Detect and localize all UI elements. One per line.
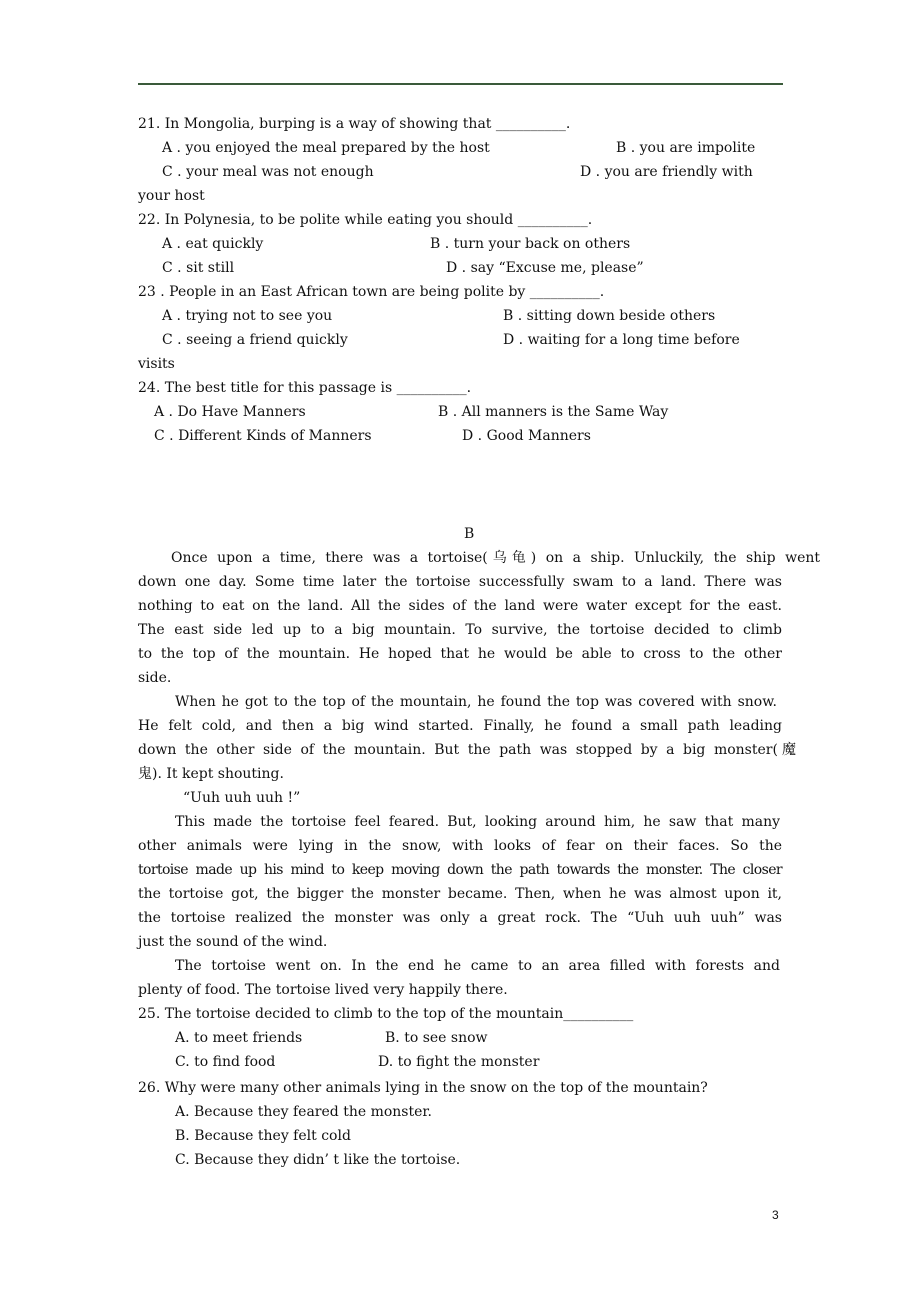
- q23-option-b: B . sitting down beside others: [503, 308, 716, 324]
- q26-option-b: B. Because they felt cold: [175, 1128, 351, 1144]
- q25-stem: 25. The tortoise decided to climb to the top of the mountain__________: [138, 1006, 634, 1022]
- q24-option-c: C . Different Kinds of Manners: [154, 428, 372, 444]
- q23-option-d: D . waiting for a long time before: [503, 332, 740, 348]
- q23-stem: 23 . People in an East African town are being polite by __________.: [138, 284, 605, 300]
- q25-option-b: B. to see snow: [385, 1030, 488, 1046]
- q22-option-d: D . say “Excuse me, please”: [446, 260, 644, 276]
- passage-line: the tortoise realized the monster was only a great rock. The “Uuh uuh uuh” was: [138, 910, 782, 926]
- q22-option-c: C . sit still: [162, 260, 235, 276]
- passage-line: down the other side of the mountain. But the path was stopped by a big monster(魔: [138, 742, 796, 758]
- passage-line: The tortoise went on. In the end he came to an area filled with forests and: [175, 958, 780, 974]
- passage-line: plenty of food. The tortoise lived very happily there.: [138, 982, 508, 998]
- passage-line: Once upon a time, there was a tortoise(乌龟) on a ship. Unluckily, the ship went: [171, 550, 820, 566]
- passage-line: The east side led up to a big mountain. To survive, the tortoise decided to climb: [138, 622, 782, 638]
- q22-option-b: B . turn your back on others: [430, 236, 631, 252]
- q21-option-c: C . your meal was not enough: [162, 164, 374, 180]
- passage-line: just the sound of the wind.: [138, 934, 328, 950]
- q21-option-a: A . you enjoyed the meal prepared by the host: [162, 140, 490, 156]
- passage-line: When he got to the top of the mountain, he found the top was covered with snow.: [175, 694, 777, 710]
- q21-stem: 21. In Mongolia, burping is a way of showing that __________.: [138, 116, 571, 132]
- q21-option-d-cont: your host: [138, 188, 205, 204]
- passage-line: tortoise made up his mind to keep moving down the path towards the monster. The closer: [138, 862, 782, 878]
- q24-option-b: B . All manners is the Same Way: [438, 404, 669, 420]
- q24-option-a: A . Do Have Manners: [154, 404, 306, 420]
- q21-option-d: D . you are friendly with: [580, 164, 753, 180]
- q23-option-a: A . trying not to see you: [162, 308, 333, 324]
- passage-line: nothing to eat on the land. All the sides of the land were water except for the east.: [138, 598, 782, 614]
- q26-option-c: C. Because they didn’ t like the tortoise.: [175, 1152, 461, 1168]
- passage-line: “Uuh uuh uuh !”: [183, 790, 301, 806]
- q26-option-a: A. Because they feared the monster.: [175, 1104, 432, 1120]
- q23-option-d-cont: visits: [138, 356, 175, 372]
- page-number: 3: [772, 1208, 779, 1222]
- passage-line: This made the tortoise feel feared. But, looking around him, he saw that many: [175, 814, 780, 830]
- q24-option-d: D . Good Manners: [462, 428, 591, 444]
- q26-stem: 26. Why were many other animals lying in the snow on the top of the mountain?: [138, 1080, 708, 1096]
- header-rule: [138, 83, 783, 85]
- passage-line: 鬼). It kept shouting.: [138, 766, 284, 782]
- passage-line: down one day. Some time later the tortoise successfully swam to a land. There was: [138, 574, 782, 590]
- q25-option-a: A. to meet friends: [175, 1030, 303, 1046]
- passage-line: the tortoise got, the bigger the monster became. Then, when he was almost upon it,: [138, 886, 782, 902]
- passage-line: He felt cold, and then a big wind started. Finally, he found a small path leading: [138, 718, 782, 734]
- q25-option-d: D. to fight the monster: [378, 1054, 540, 1070]
- passage-line: to the top of the mountain. He hoped that he would be able to cross to the other: [138, 646, 782, 662]
- q22-option-a: A . eat quickly: [162, 236, 264, 252]
- passage-line: other animals were lying in the snow, with looks of fear on their faces. So the: [138, 838, 782, 854]
- q22-stem: 22. In Polynesia, to be polite while eating you should __________.: [138, 212, 593, 228]
- q25-option-c: C. to find food: [175, 1054, 276, 1070]
- q23-option-c: C . seeing a friend quickly: [162, 332, 348, 348]
- passage-line: side.: [138, 670, 172, 686]
- section-heading: B: [464, 526, 475, 542]
- q21-option-b: B . you are impolite: [616, 140, 756, 156]
- q24-stem: 24. The best title for this passage is __________.: [138, 380, 472, 396]
